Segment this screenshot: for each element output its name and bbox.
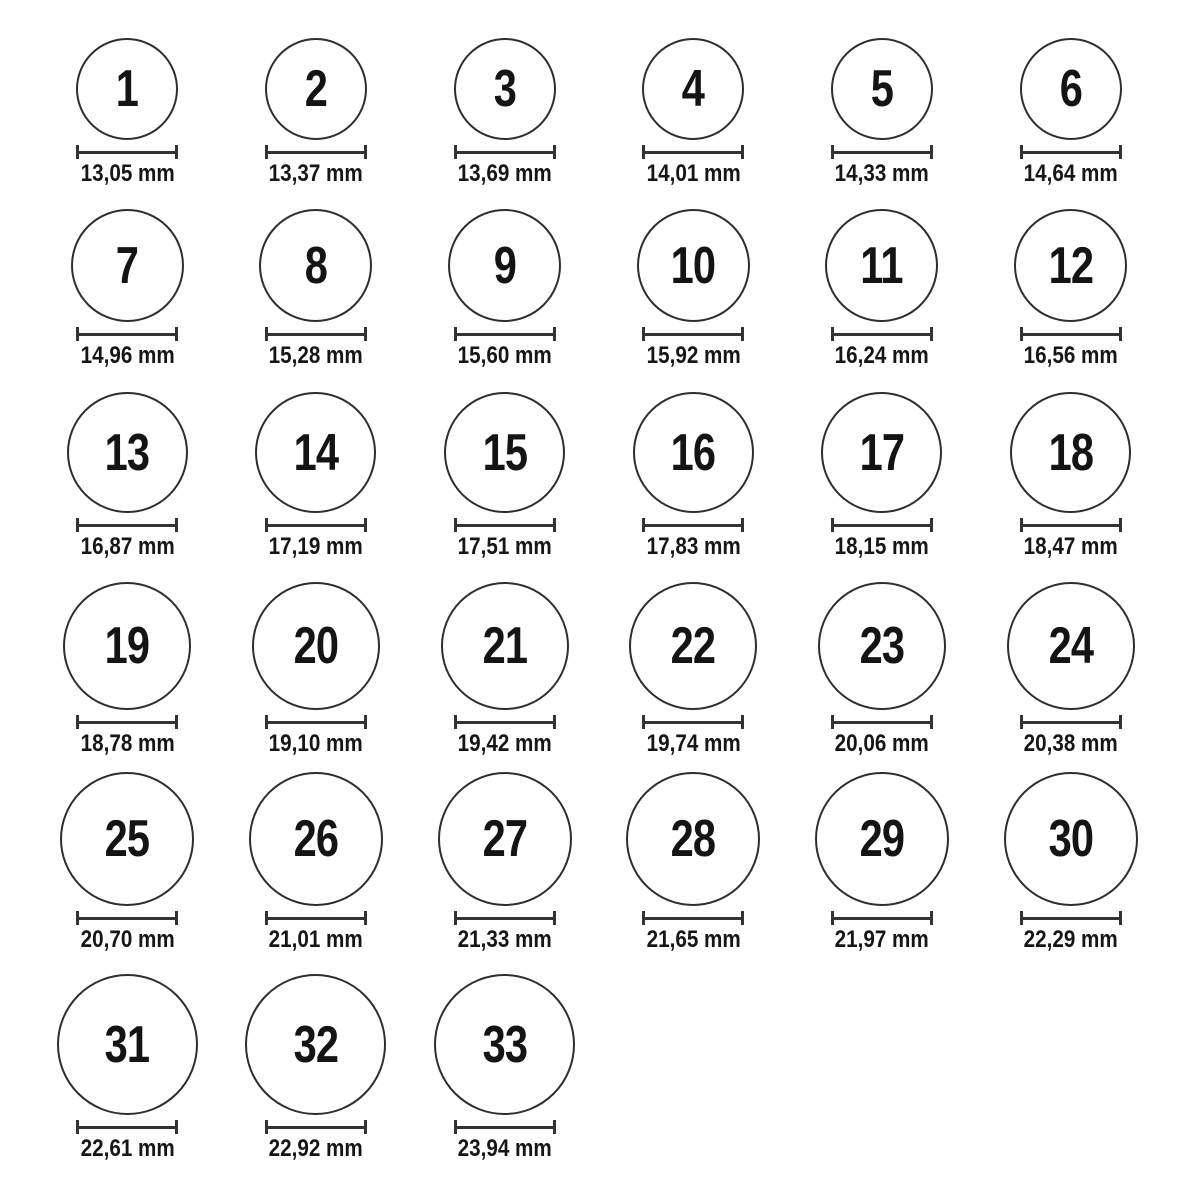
ring-size-cell	[976, 772, 1165, 962]
chart-row	[33, 962, 1165, 1200]
diameter-label: 14,01 mm	[646, 160, 741, 187]
measure-tick-right	[175, 327, 178, 341]
diameter-measure	[265, 327, 367, 341]
ring-size-number: 6	[1059, 60, 1082, 118]
ring-circle	[259, 209, 372, 322]
measure-tick-right	[175, 518, 178, 532]
measure-tick-right	[364, 715, 367, 729]
ring-circle	[249, 772, 383, 906]
ring-size-cell	[599, 209, 788, 382]
ring-size-cell	[599, 392, 788, 574]
ring-size-cell	[33, 582, 222, 766]
ring-size-cell	[788, 392, 977, 574]
ring-size-cell	[788, 582, 977, 766]
measure-line	[268, 333, 364, 336]
diameter-label: 21,65 mm	[646, 926, 741, 953]
diameter-label: 21,01 mm	[268, 926, 364, 953]
diameter-measure	[76, 145, 178, 159]
measure-line	[834, 333, 930, 336]
ring-circle	[1020, 38, 1122, 140]
measure-line	[645, 524, 741, 527]
diameter-label: 22,61 mm	[80, 1135, 175, 1162]
ring-circle	[434, 974, 575, 1115]
ring-size-cell	[599, 582, 788, 766]
measure-tick-right	[175, 911, 178, 925]
ring-circle	[1007, 582, 1135, 710]
diameter-measure	[642, 715, 744, 729]
measure-line	[1023, 151, 1119, 154]
diameter-measure	[642, 911, 744, 925]
diameter-measure	[831, 145, 933, 159]
diameter-label: 18,15 mm	[834, 533, 929, 560]
chart-row	[33, 574, 1165, 766]
ring-size-number: 19	[104, 617, 150, 675]
measure-line	[79, 1126, 175, 1129]
measure-line	[268, 917, 364, 920]
ring-size-cell	[976, 38, 1165, 190]
measure-line	[79, 721, 175, 724]
ring-circle	[448, 209, 561, 322]
diameter-measure	[454, 518, 556, 532]
ring-circle	[637, 209, 750, 322]
ring-size-cell	[599, 772, 788, 962]
ring-size-cell	[222, 38, 411, 190]
chart-row	[33, 382, 1165, 574]
ring-circle	[444, 392, 565, 513]
diameter-label: 13,37 mm	[268, 160, 364, 187]
ring-circle	[57, 974, 198, 1115]
diameter-label: 20,06 mm	[834, 730, 929, 757]
ring-size-number: 5	[870, 60, 894, 118]
measure-line	[79, 333, 175, 336]
measure-tick-right	[175, 145, 178, 159]
measure-tick-right	[930, 518, 933, 532]
ring-size-number: 22	[670, 617, 716, 675]
ring-size-cell	[222, 392, 411, 574]
ring-size-number: 24	[1048, 617, 1093, 675]
measure-line	[268, 524, 364, 527]
diameter-label: 15,60 mm	[457, 342, 552, 369]
measure-tick-right	[364, 518, 367, 532]
measure-tick-right	[1119, 327, 1122, 341]
measure-tick-right	[1119, 715, 1122, 729]
ring-circle	[76, 38, 178, 140]
ring-circle	[821, 392, 942, 513]
ring-size-number: 2	[304, 60, 328, 118]
ring-size-cell	[222, 974, 411, 1200]
ring-size-cell	[788, 209, 977, 382]
ring-size-cell	[410, 974, 599, 1200]
measure-line	[457, 524, 553, 527]
ring-size-number: 20	[293, 617, 339, 675]
ring-size-cell	[33, 209, 222, 382]
ring-size-number: 1	[116, 60, 139, 118]
ring-size-number: 27	[482, 810, 527, 868]
measure-tick-right	[741, 327, 744, 341]
ring-circle	[245, 974, 386, 1115]
measure-line	[457, 1126, 553, 1129]
measure-tick-right	[741, 911, 744, 925]
diameter-label: 19,10 mm	[268, 730, 364, 757]
measure-tick-right	[930, 327, 933, 341]
measure-line	[834, 524, 930, 527]
measure-line	[645, 333, 741, 336]
diameter-label: 18,78 mm	[80, 730, 175, 757]
ring-size-cell	[976, 582, 1165, 766]
measure-line	[1023, 524, 1119, 527]
diameter-label: 16,56 mm	[1023, 342, 1118, 369]
diameter-label: 19,42 mm	[457, 730, 552, 757]
ring-size-chart	[33, 0, 1165, 1200]
measure-line	[645, 721, 741, 724]
measure-tick-right	[175, 1120, 178, 1134]
diameter-measure	[76, 1120, 178, 1134]
diameter-measure	[454, 715, 556, 729]
measure-tick-right	[930, 145, 933, 159]
measure-line	[79, 151, 175, 154]
diameter-label: 14,64 mm	[1023, 160, 1118, 187]
ring-size-number: 26	[293, 810, 339, 868]
measure-tick-right	[930, 715, 933, 729]
ring-size-number: 15	[482, 423, 527, 482]
ring-circle	[818, 582, 946, 710]
ring-circle	[63, 582, 191, 710]
ring-size-number: 9	[493, 236, 516, 295]
ring-circle	[438, 772, 572, 906]
ring-size-number: 7	[116, 236, 139, 295]
measure-tick-right	[553, 911, 556, 925]
diameter-measure	[831, 911, 933, 925]
ring-size-cell	[410, 582, 599, 766]
ring-size-cell	[410, 392, 599, 574]
diameter-measure	[76, 715, 178, 729]
ring-circle	[265, 38, 367, 140]
measure-tick-right	[1119, 911, 1122, 925]
measure-line	[834, 151, 930, 154]
diameter-measure	[265, 1120, 367, 1134]
diameter-label: 17,19 mm	[268, 533, 364, 560]
ring-size-number: 33	[482, 1015, 527, 1074]
chart-row	[33, 0, 1165, 190]
diameter-label: 13,05 mm	[80, 160, 175, 187]
diameter-measure	[265, 911, 367, 925]
ring-circle	[67, 392, 188, 513]
ring-circle	[629, 582, 757, 710]
diameter-measure	[1020, 518, 1122, 532]
diameter-label: 20,38 mm	[1023, 730, 1118, 757]
ring-size-number: 16	[670, 423, 716, 482]
ring-size-number: 8	[304, 236, 328, 295]
measure-tick-right	[364, 145, 367, 159]
ring-size-cell	[410, 38, 599, 190]
measure-line	[268, 151, 364, 154]
ring-circle	[441, 582, 569, 710]
measure-tick-right	[741, 145, 744, 159]
measure-line	[457, 721, 553, 724]
ring-circle	[831, 38, 933, 140]
diameter-measure	[831, 327, 933, 341]
measure-tick-right	[930, 911, 933, 925]
diameter-label: 19,74 mm	[646, 730, 741, 757]
ring-size-number: 23	[859, 617, 905, 675]
measure-line	[645, 151, 741, 154]
chart-row	[33, 190, 1165, 382]
diameter-label: 14,96 mm	[80, 342, 175, 369]
ring-size-cell	[33, 974, 222, 1200]
ring-size-cell	[222, 582, 411, 766]
ring-size-number: 28	[670, 810, 716, 868]
measure-line	[834, 917, 930, 920]
diameter-measure	[831, 518, 933, 532]
ring-circle	[633, 392, 754, 513]
ring-size-number: 29	[859, 810, 905, 868]
diameter-measure	[265, 145, 367, 159]
ring-size-cell	[222, 209, 411, 382]
diameter-label: 16,24 mm	[834, 342, 929, 369]
measure-tick-right	[553, 518, 556, 532]
diameter-measure	[642, 145, 744, 159]
diameter-measure	[76, 518, 178, 532]
ring-circle	[252, 582, 380, 710]
ring-circle	[626, 772, 760, 906]
measure-tick-right	[553, 715, 556, 729]
diameter-measure	[1020, 911, 1122, 925]
ring-size-cell	[33, 38, 222, 190]
measure-line	[268, 1126, 364, 1129]
measure-line	[457, 151, 553, 154]
ring-circle	[825, 209, 938, 322]
diameter-measure	[454, 911, 556, 925]
ring-circle	[454, 38, 556, 140]
ring-size-cell	[599, 38, 788, 190]
diameter-label: 20,70 mm	[80, 926, 175, 953]
ring-size-number: 12	[1048, 236, 1093, 295]
diameter-label: 21,33 mm	[457, 926, 552, 953]
diameter-measure	[1020, 145, 1122, 159]
diameter-measure	[76, 911, 178, 925]
measure-tick-right	[364, 911, 367, 925]
measure-line	[457, 333, 553, 336]
measure-tick-right	[364, 327, 367, 341]
ring-size-number: 13	[104, 423, 150, 482]
ring-circle	[255, 392, 376, 513]
measure-tick-right	[741, 518, 744, 532]
diameter-measure	[454, 145, 556, 159]
diameter-label: 17,83 mm	[646, 533, 741, 560]
ring-size-number: 18	[1048, 423, 1093, 482]
ring-circle	[1004, 772, 1138, 906]
diameter-measure	[1020, 715, 1122, 729]
diameter-measure	[265, 518, 367, 532]
ring-circle	[71, 209, 184, 322]
measure-tick-right	[553, 1120, 556, 1134]
ring-size-number: 21	[482, 617, 527, 675]
ring-circle	[642, 38, 744, 140]
measure-tick-right	[364, 1120, 367, 1134]
ring-size-number: 30	[1048, 810, 1093, 868]
ring-size-number: 14	[293, 423, 339, 482]
diameter-measure	[831, 715, 933, 729]
ring-size-cell	[33, 772, 222, 962]
diameter-label: 15,28 mm	[268, 342, 364, 369]
measure-line	[1023, 333, 1119, 336]
measure-tick-right	[175, 715, 178, 729]
ring-size-number: 32	[293, 1015, 339, 1074]
ring-size-cell	[788, 772, 977, 962]
diameter-measure	[642, 518, 744, 532]
ring-size-number: 3	[493, 60, 516, 118]
measure-line	[645, 917, 741, 920]
diameter-label: 23,94 mm	[457, 1135, 552, 1162]
measure-line	[79, 917, 175, 920]
measure-line	[457, 917, 553, 920]
ring-circle	[60, 772, 194, 906]
ring-size-number: 10	[670, 236, 716, 295]
ring-size-number: 17	[859, 423, 905, 482]
chart-row	[33, 766, 1165, 962]
ring-size-number: 31	[104, 1015, 150, 1074]
ring-size-cell	[976, 209, 1165, 382]
measure-line	[1023, 721, 1119, 724]
diameter-label: 22,29 mm	[1023, 926, 1118, 953]
diameter-label: 17,51 mm	[457, 533, 552, 560]
measure-line	[834, 721, 930, 724]
diameter-measure	[642, 327, 744, 341]
measure-tick-right	[553, 327, 556, 341]
measure-line	[79, 524, 175, 527]
diameter-measure	[76, 327, 178, 341]
measure-tick-right	[1119, 145, 1122, 159]
diameter-measure	[454, 1120, 556, 1134]
ring-size-number: 11	[860, 236, 904, 295]
ring-size-cell	[976, 392, 1165, 574]
diameter-label: 13,69 mm	[457, 160, 552, 187]
diameter-label: 22,92 mm	[268, 1135, 364, 1162]
ring-circle	[1014, 209, 1127, 322]
measure-tick-right	[553, 145, 556, 159]
ring-circle	[1010, 392, 1131, 513]
ring-size-number: 4	[682, 60, 705, 118]
diameter-measure	[454, 327, 556, 341]
diameter-measure	[265, 715, 367, 729]
ring-size-number: 25	[104, 810, 150, 868]
measure-tick-right	[741, 715, 744, 729]
measure-tick-right	[1119, 518, 1122, 532]
ring-size-cell	[788, 38, 977, 190]
measure-line	[268, 721, 364, 724]
ring-size-cell	[33, 392, 222, 574]
diameter-label: 14,33 mm	[834, 160, 929, 187]
ring-size-cell	[410, 209, 599, 382]
ring-size-cell	[222, 772, 411, 962]
ring-circle	[815, 772, 949, 906]
ring-size-cell	[410, 772, 599, 962]
diameter-label: 16,87 mm	[80, 533, 175, 560]
diameter-label: 21,97 mm	[834, 926, 929, 953]
diameter-label: 18,47 mm	[1023, 533, 1118, 560]
diameter-measure	[1020, 327, 1122, 341]
measure-line	[1023, 917, 1119, 920]
diameter-label: 15,92 mm	[646, 342, 741, 369]
